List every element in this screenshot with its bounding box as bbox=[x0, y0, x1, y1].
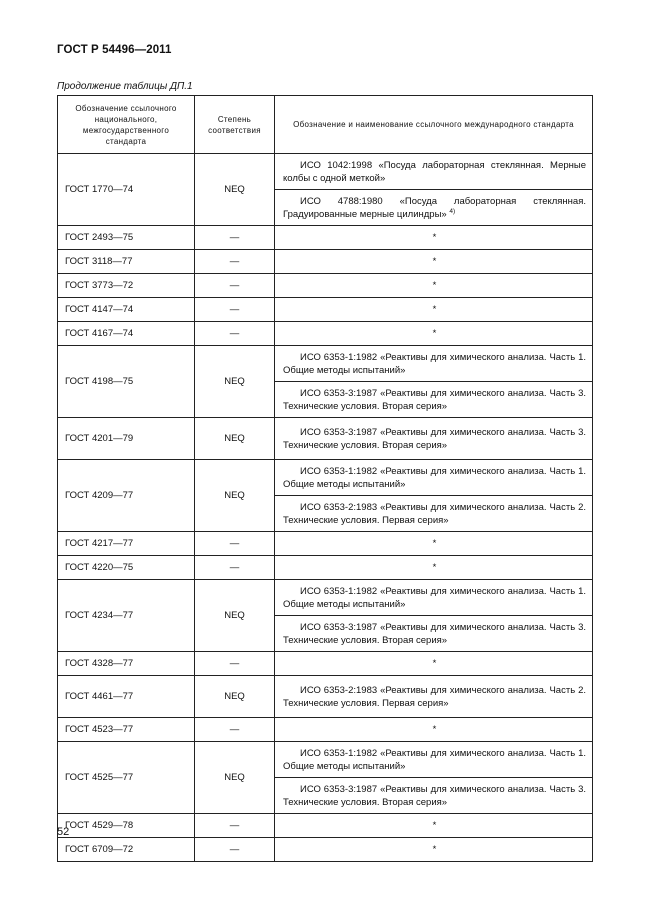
table-row bbox=[58, 652, 593, 676]
cell-international-ref bbox=[275, 718, 593, 742]
ref-text: ИСО 1042:1998 «Посуда лабораторная стеклянная. Мерные колбы с одной меткой» bbox=[283, 159, 586, 184]
cell-international-ref bbox=[275, 742, 593, 778]
cell-international-ref bbox=[275, 154, 593, 190]
ref-text: ИСО 6353-2:1983 «Реактивы для химического анализа. Часть 2. Технические условия. Первая серия» bbox=[283, 501, 586, 526]
table-row bbox=[58, 556, 593, 580]
cell-degree: NEQ bbox=[195, 580, 275, 652]
page-number: 52 bbox=[57, 826, 70, 838]
cell-standard-code: ГОСТ 4328—77 bbox=[58, 652, 195, 676]
cell-standard-code: ГОСТ 4220—75 bbox=[58, 556, 195, 580]
cell-international-ref bbox=[275, 250, 593, 274]
cell-standard-code: ГОСТ 4198—75 bbox=[58, 346, 195, 418]
cell-degree: — bbox=[195, 274, 275, 298]
cell-standard-code: ГОСТ 3118—77 bbox=[58, 250, 195, 274]
cell-international-ref bbox=[275, 556, 593, 580]
cell-international-ref bbox=[275, 298, 593, 322]
ref-text: * bbox=[432, 844, 437, 855]
cell-degree: — bbox=[195, 250, 275, 274]
cell-degree: — bbox=[195, 556, 275, 580]
cell-degree: NEQ bbox=[195, 154, 275, 226]
ref-text: * bbox=[432, 304, 437, 315]
ref-text: * bbox=[432, 256, 437, 267]
cell-standard-code: ГОСТ 4201—79 bbox=[58, 418, 195, 460]
cell-standard-code: ГОСТ 4529—78 bbox=[58, 814, 195, 838]
table-row bbox=[58, 418, 593, 460]
table-row bbox=[58, 250, 593, 274]
cell-international-ref bbox=[275, 838, 593, 862]
footnote-marker: 4) bbox=[449, 207, 456, 215]
header-national-standard: Обозначение ссылочного национального, межгосударственного стандарта bbox=[58, 96, 195, 154]
cell-degree: — bbox=[195, 298, 275, 322]
table-row bbox=[58, 838, 593, 862]
table-row bbox=[58, 226, 593, 250]
cell-degree: — bbox=[195, 838, 275, 862]
table-caption: Продолжение таблицы ДП.1 bbox=[57, 81, 193, 92]
cell-standard-code: ГОСТ 4147—74 bbox=[58, 298, 195, 322]
ref-text: ИСО 6353-1:1982 «Реактивы для химического анализа. Часть 1. Общие методы испытаний» bbox=[283, 351, 586, 376]
cell-international-ref bbox=[275, 580, 593, 616]
header-international-standard: Обозначение и наименование ссылочного международного стандарта bbox=[275, 96, 593, 154]
cell-standard-code: ГОСТ 4217—77 bbox=[58, 532, 195, 556]
cell-degree: NEQ bbox=[195, 418, 275, 460]
cell-degree: — bbox=[195, 718, 275, 742]
document-title: ГОСТ Р 54496—2011 bbox=[57, 44, 172, 56]
reference-table bbox=[57, 95, 593, 862]
cell-international-ref bbox=[275, 460, 593, 496]
cell-standard-code: ГОСТ 3773—72 bbox=[58, 274, 195, 298]
table-row bbox=[58, 814, 593, 838]
ref-text: ИСО 6353-2:1983 «Реактивы для химического анализа. Часть 2. Технические условия. Первая серия» bbox=[283, 684, 586, 709]
cell-standard-code: ГОСТ 4461—77 bbox=[58, 676, 195, 718]
table-row bbox=[58, 718, 593, 742]
cell-international-ref bbox=[275, 532, 593, 556]
ref-text: * bbox=[432, 562, 437, 573]
table-header-row bbox=[58, 96, 593, 154]
cell-degree: NEQ bbox=[195, 742, 275, 814]
cell-degree: — bbox=[195, 322, 275, 346]
cell-international-ref bbox=[275, 418, 593, 460]
ref-text: * bbox=[432, 658, 437, 669]
cell-degree: NEQ bbox=[195, 346, 275, 418]
ref-text: ИСО 6353-3:1987 «Реактивы для химического анализа. Часть 3. Технические условия. Вторая серия» bbox=[283, 426, 586, 451]
table-row bbox=[58, 154, 593, 190]
cell-standard-code: ГОСТ 4209—77 bbox=[58, 460, 195, 532]
cell-international-ref bbox=[275, 382, 593, 418]
cell-standard-code: ГОСТ 4167—74 bbox=[58, 322, 195, 346]
cell-degree: — bbox=[195, 652, 275, 676]
cell-degree: NEQ bbox=[195, 676, 275, 718]
header-degree: Степень соответствия bbox=[195, 96, 275, 154]
cell-international-ref bbox=[275, 346, 593, 382]
table-row bbox=[58, 274, 593, 298]
cell-international-ref bbox=[275, 322, 593, 346]
table-row bbox=[58, 346, 593, 382]
cell-degree: — bbox=[195, 814, 275, 838]
table-row bbox=[58, 298, 593, 322]
cell-international-ref bbox=[275, 814, 593, 838]
ref-text: * bbox=[432, 724, 437, 735]
cell-standard-code: ГОСТ 4234—77 bbox=[58, 580, 195, 652]
cell-international-ref bbox=[275, 778, 593, 814]
ref-text: * bbox=[432, 232, 437, 243]
table-row bbox=[58, 322, 593, 346]
cell-degree: — bbox=[195, 532, 275, 556]
ref-text: * bbox=[432, 328, 437, 339]
ref-text: ИСО 6353-3:1987 «Реактивы для химического анализа. Часть 3. Технические условия. Вторая серия» bbox=[283, 387, 586, 412]
table-row bbox=[58, 460, 593, 496]
table-row bbox=[58, 532, 593, 556]
table-row bbox=[58, 742, 593, 778]
ref-text: ИСО 6353-1:1982 «Реактивы для химического анализа. Часть 1. Общие методы испытаний» bbox=[283, 747, 586, 772]
cell-standard-code: ГОСТ 6709—72 bbox=[58, 838, 195, 862]
cell-international-ref bbox=[275, 274, 593, 298]
ref-text: * bbox=[432, 280, 437, 291]
ref-text: ИСО 4788:1980 «Посуда лабораторная стеклянная. Градуированные мерные цилиндры» bbox=[283, 195, 586, 220]
ref-text: * bbox=[432, 538, 437, 549]
table-row bbox=[58, 676, 593, 718]
cell-international-ref bbox=[275, 496, 593, 532]
cell-degree: — bbox=[195, 226, 275, 250]
cell-international-ref bbox=[275, 676, 593, 718]
cell-standard-code: ГОСТ 4525—77 bbox=[58, 742, 195, 814]
table-body bbox=[58, 154, 593, 862]
cell-degree: NEQ bbox=[195, 460, 275, 532]
cell-international-ref bbox=[275, 616, 593, 652]
cell-standard-code: ГОСТ 2493—75 bbox=[58, 226, 195, 250]
ref-text: ИСО 6353-1:1982 «Реактивы для химического анализа. Часть 1. Общие методы испытаний» bbox=[283, 465, 586, 490]
cell-standard-code: ГОСТ 4523—77 bbox=[58, 718, 195, 742]
ref-text: * bbox=[432, 820, 437, 831]
cell-international-ref bbox=[275, 652, 593, 676]
ref-text: ИСО 6353-1:1982 «Реактивы для химического анализа. Часть 1. Общие методы испытаний» bbox=[283, 585, 586, 610]
table-row bbox=[58, 580, 593, 616]
cell-standard-code: ГОСТ 1770—74 bbox=[58, 154, 195, 226]
cell-international-ref bbox=[275, 226, 593, 250]
ref-text: ИСО 6353-3:1987 «Реактивы для химического анализа. Часть 3. Технические условия. Вторая серия» bbox=[283, 783, 586, 808]
cell-international-ref bbox=[275, 190, 593, 226]
ref-text: ИСО 6353-3:1987 «Реактивы для химического анализа. Часть 3. Технические условия. Вторая серия» bbox=[283, 621, 586, 646]
